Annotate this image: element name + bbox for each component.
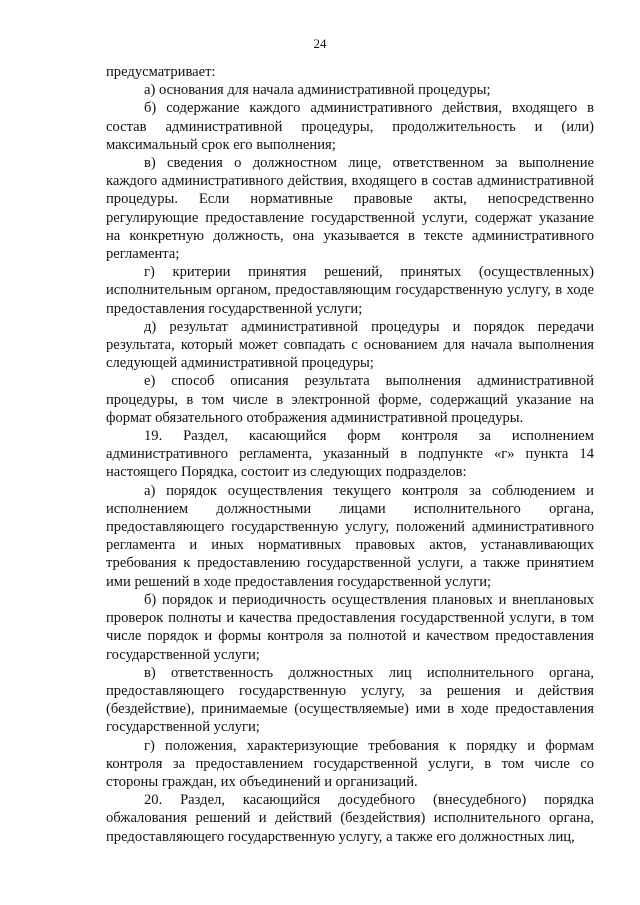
paragraph-18b: б) содержание каждого административного действия, входящего в состав административной процедуры, продолжительность и (или) максимальный срок его выполнения;	[106, 100, 594, 153]
paragraph-19: 19. Раздел, касающийся форм контроля за исполнением административного регламента, указанный в подпункте «г» пункта 14 настоящего Порядка, состоит из следующих подразделов:	[106, 428, 594, 481]
paragraph-19g: г) положения, характеризующие требования к порядку и формам контроля за предоставлением государственной услуги, в том числе со стороны граждан, их объединений и организаций.	[106, 737, 594, 790]
paragraph-18g: г) критерии принятия решений, принятых (осуществленных) исполнительным органом, предоставляющим государственную услугу, в ходе предоставления государственной услуги;	[106, 264, 594, 317]
paragraph-18d: д) результат административной процедуры и порядок передачи результата, который может совпадать с основанием для начала выполнения следующей административной процедуры;	[106, 318, 594, 372]
document-body	[106, 63, 594, 846]
paragraph-18v: в) сведения о должностном лице, ответственном за выполнение каждого административного действия, входящего в состав административной процедуры. Если нормативные правовые акты, непосредственно регулирующие предоставление государственной услуги, содержат указание на конкретную должность, она указывается в тексте административного регламента;	[106, 155, 594, 263]
paragraph-19a: а) порядок осуществления текущего контроля за соблюдением и исполнением должностными лицами исполнительного органа, предоставляющего государственную услугу, положений административного регламента и иных нормативных правовых актов, устанавливающих требования к предоставлению государственной услуги, а также принятием ими решений в ходе предоставления государственной услуги;	[106, 482, 594, 590]
paragraph-20: 20. Раздел, касающийся досудебного (внесудебного) порядка обжалования решений и действий (бездействия) исполнительного органа, предоставляющего государственную услугу, а также его должностных лиц,	[106, 792, 594, 845]
paragraph-18a: а) основания для начала административной процедуры;	[144, 82, 491, 99]
paragraph-intro: предусматривает:	[106, 64, 216, 80]
page-number: 24	[313, 36, 327, 51]
paragraph-19v: в) ответственность должностных лиц исполнительного органа, предоставляющего государственную услугу, за решения и действия (бездействие), принимаемые (осуществляемые) ими в ходе предоставления государственной услуги;	[106, 664, 594, 736]
paragraph-18e: е) способ описания результата выполнения административной процедуры, в том числе в электронной форме, содержащий указание на формат обязательного отображения административной процедуры.	[106, 373, 594, 426]
paragraph-19b: б) порядок и периодичность осуществления плановых и внеплановых проверок полноты и качества предоставления государственной услуги, в том числе порядок и формы контроля за полнотой и качеством предоставления государственной услуги;	[106, 591, 594, 663]
